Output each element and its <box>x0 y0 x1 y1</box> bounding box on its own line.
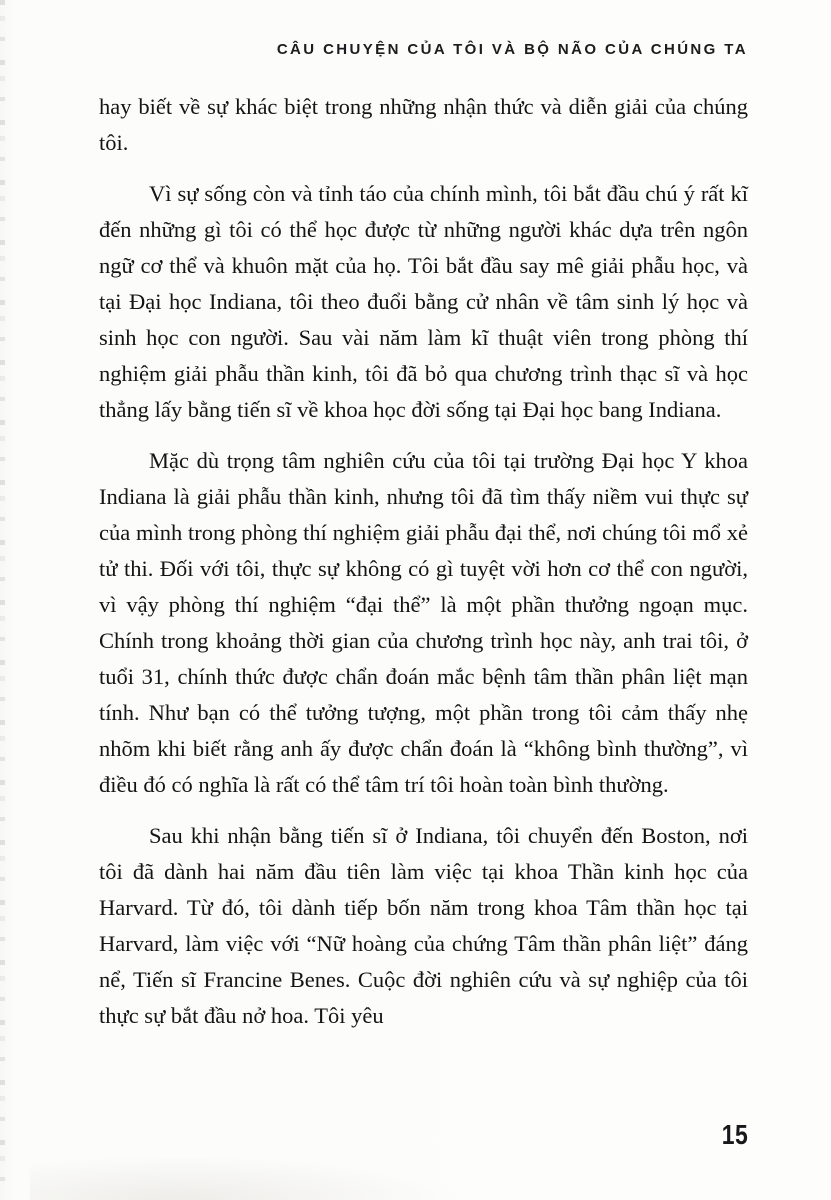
body-text <box>99 89 748 1034</box>
body-paragraph-continuation: hay biết về sự khác biệt trong những nhận thức và diễn giải của chúng tôi. <box>99 94 748 155</box>
page-number: 15 <box>721 1119 748 1150</box>
page-content <box>99 0 748 1049</box>
body-paragraph: Mặc dù trọng tâm nghiên cứu của tôi tại trường Đại học Y khoa Indiana là giải phẫu thần kinh, nhưng tôi đã tìm thấy niềm vui thực sự của mình trong phòng thí nghiệm giải phẫu đại thể, nơi chúng tôi mổ xẻ tử thi. Đối với tôi, thực sự không có gì tuyệt vời hơn cơ thể con người, vì vậy phòng thí nghiệm “đại thể” là một phần thưởng ngoạn mục. Chính trong khoảng thời gian của chương trình học này, anh trai tôi, ở tuổi 31, chính thức được chẩn đoán mắc bệnh tâm thần phân liệt mạn tính. Như bạn có thể tưởng tượng, một phần trong tôi cảm thấy nhẹ nhõm khi biết rằng anh ấy được chẩn đoán là “không bình thường”, vì điều đó có nghĩa là rất có thể tâm trí tôi hoàn toàn bình thường. <box>99 448 748 797</box>
running-header: CÂU CHUYỆN CỦA TÔI VÀ BỘ NÃO CỦA CHÚNG TA <box>276 41 748 58</box>
body-paragraph: Sau khi nhận bằng tiến sĩ ở Indiana, tôi chuyển đến Boston, nơi tôi đã dành hai năm đầu tiên làm việc tại khoa Thần kinh học của Harvard. Từ đó, tôi dành tiếp bốn năm trong khoa Tâm thần học tại Harvard, làm việc với “Nữ hoàng của chứng Tâm thần phân liệt” đáng nể, Tiến sĩ Francine Benes. Cuộc đời nghiên cứu và sự nghiệp của tôi thực sự bắt đầu nở hoa. Tôi yêu <box>99 823 748 1028</box>
body-paragraph: Vì sự sống còn và tỉnh táo của chính mình, tôi bắt đầu chú ý rất kĩ đến những gì tôi có thể học được từ những người khác dựa trên ngôn ngữ cơ thể và khuôn mặt của họ. Tôi bắt đầu say mê giải phẫu học, và tại Đại học Indiana, tôi theo đuổi bằng cử nhân về tâm sinh lý học và sinh học con người. Sau vài năm làm kĩ thuật viên trong phòng thí nghiệm giải phẫu thần kinh, tôi đã bỏ qua chương trình thạc sĩ và học thẳng lấy bằng tiến sĩ về khoa học đời sống tại Đại học bang Indiana. <box>99 181 748 422</box>
scan-smudge <box>30 1154 460 1200</box>
scan-edge-noise <box>0 0 5 1200</box>
